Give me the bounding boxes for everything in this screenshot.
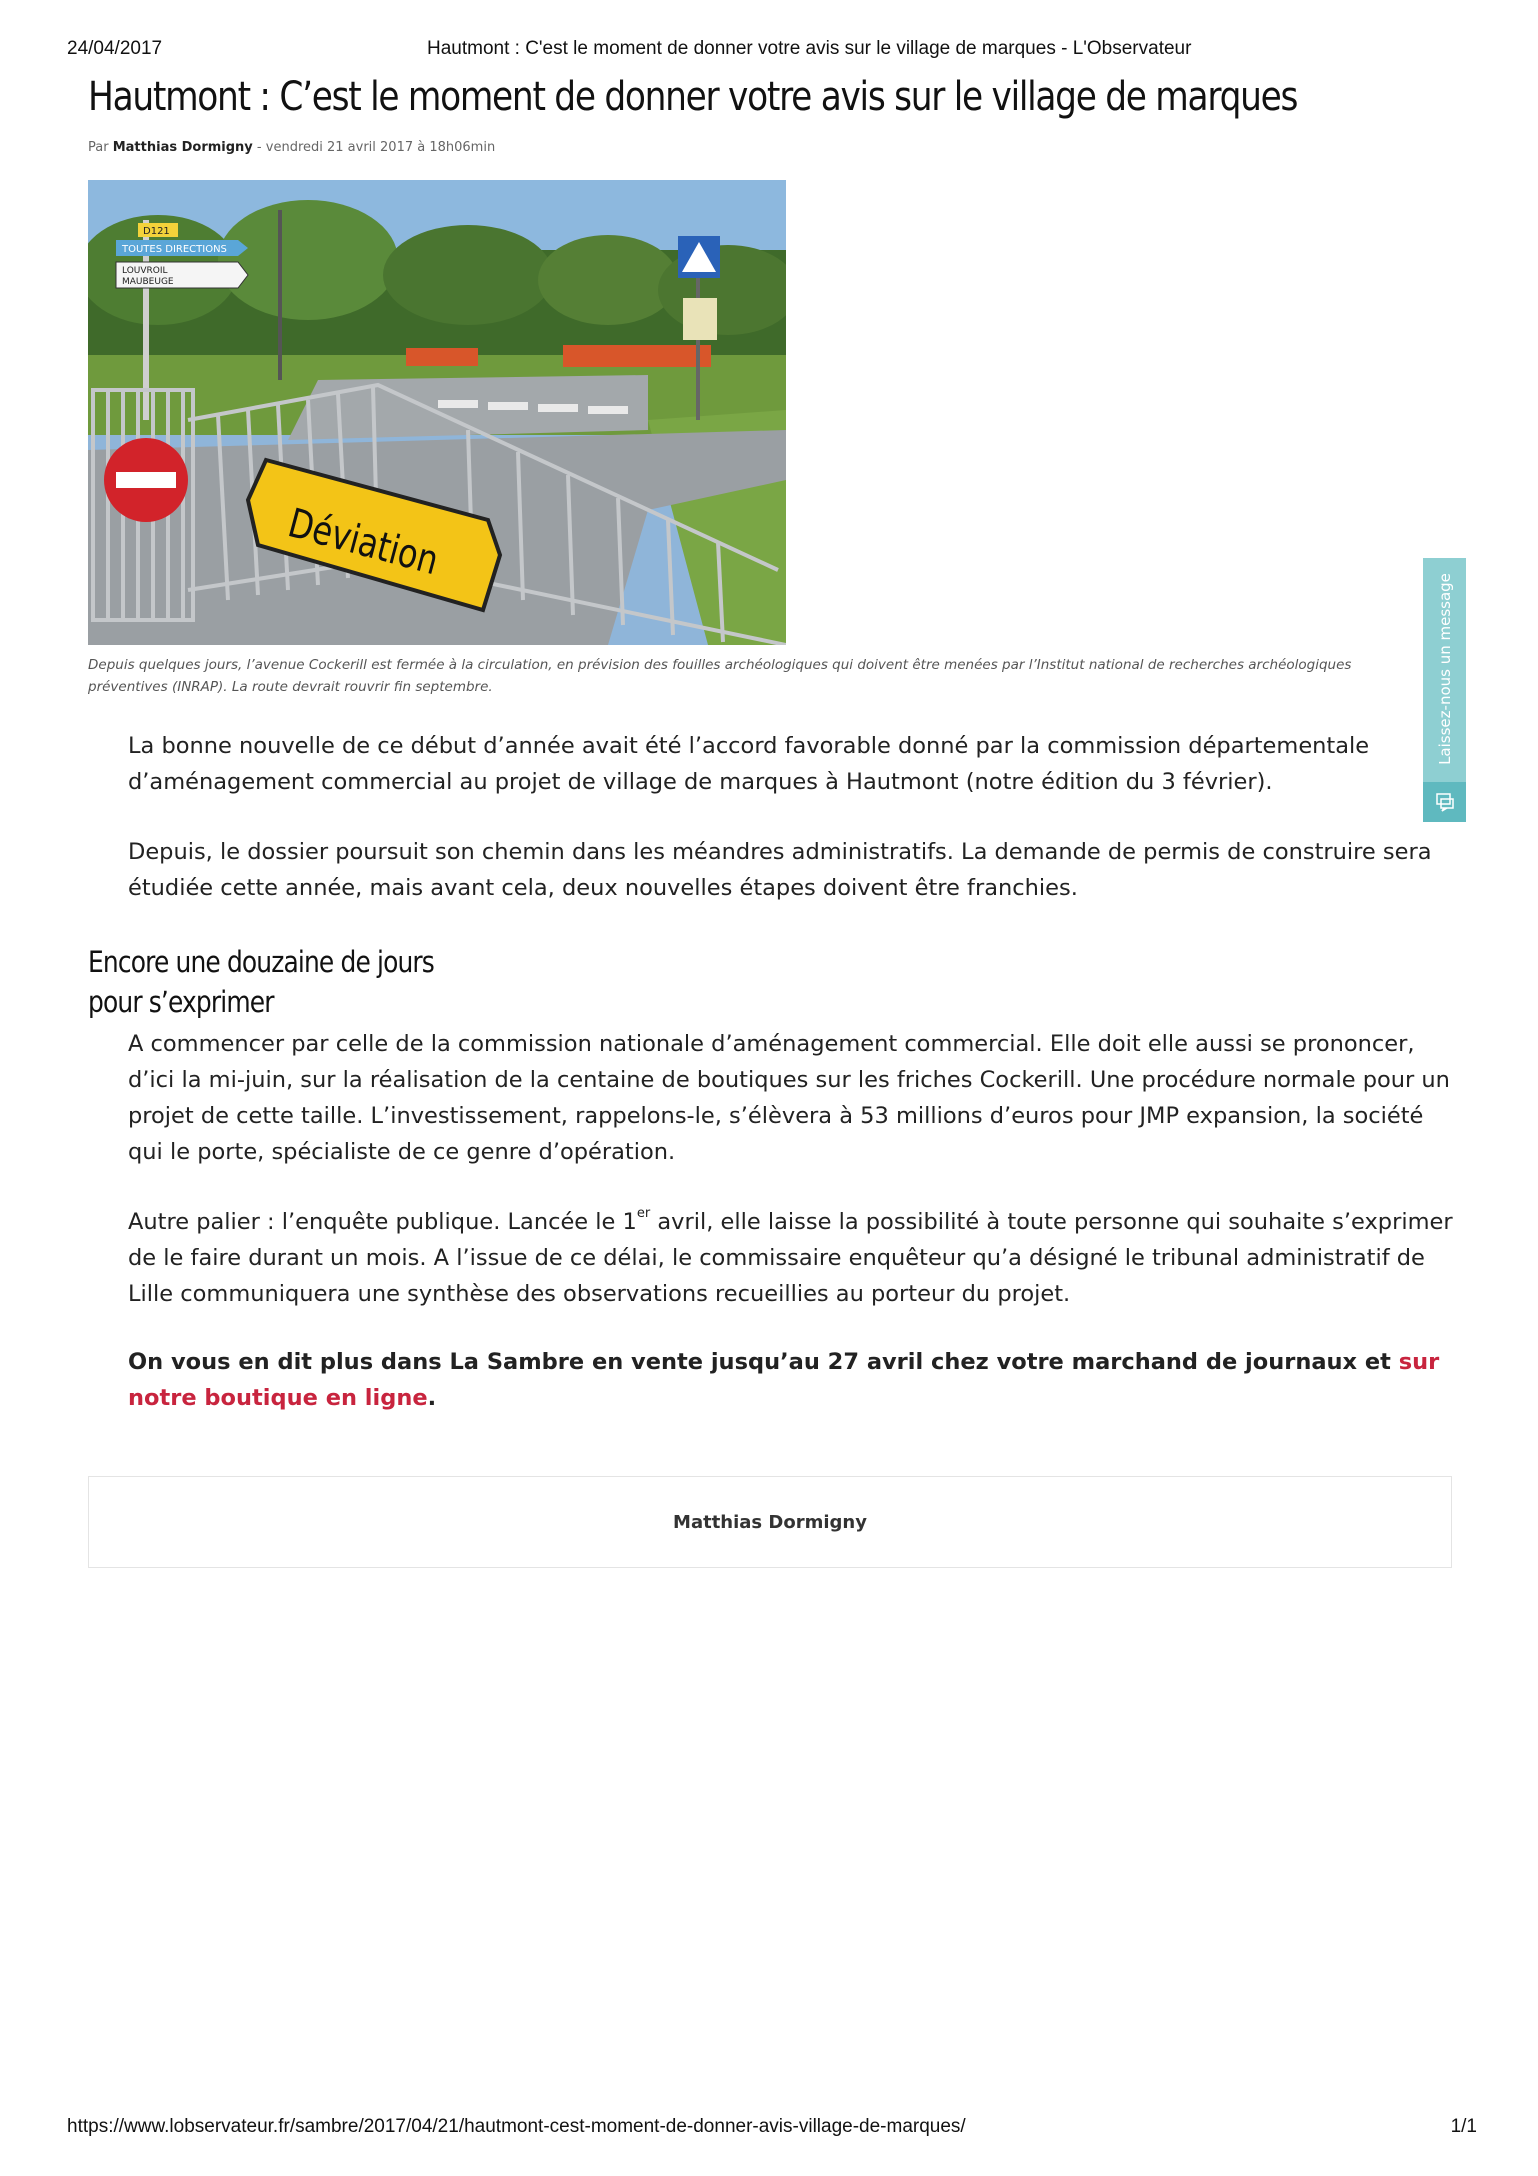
photo-caption: Depuis quelques jours, l’avenue Cockerill est fermée à la circulation, en prévision des fouilles archéologiques qui doivent être menées par l’Institut national de recherches archéologiques préventives (INRAP). La route devrait rouvrir fin septembre. bbox=[88, 657, 1352, 695]
paragraph-3: A commencer par celle de la commission nationale d’aménagement commercial. Elle doit elle aussi se prononcer, d’ici la mi-juin, sur la réalisation de la centaine de boutiques sur les friches Cockerill. Une procédure normale pour un projet de cette taille. L’investissement, rappelons-le, s’élèvera à 53 millions d’euros pour JMP expansion, la société qui le porte, spécialiste de ce genre d’opération. bbox=[128, 1031, 1450, 1165]
paragraph-1: La bonne nouvelle de ce début d’année avait été l’accord favorable donné par la commission départementale d’aménagement commercial au projet de village de marques à Hautmont (notre édition du 3 février). bbox=[128, 733, 1370, 795]
photo-sign-town-2: MAUBEUGE bbox=[122, 277, 174, 287]
photo-sign-road-number: D121 bbox=[143, 226, 170, 237]
byline-prefix: Par bbox=[88, 140, 109, 155]
byline-author-link[interactable]: Matthias Dormigny bbox=[112, 140, 253, 155]
photo-sign-directions: TOUTES DIRECTIONS bbox=[122, 244, 227, 255]
shop-link[interactable]: sur notre boutique en ligne bbox=[128, 1349, 1440, 1411]
print-page-number: 1/1 bbox=[1450, 2116, 1477, 2137]
author-box-name[interactable]: Matthias Dormigny bbox=[673, 1511, 867, 1533]
byline bbox=[88, 140, 495, 155]
promo-end: . bbox=[427, 1385, 437, 1411]
byline-date: vendredi 21 avril 2017 à 18h06min bbox=[265, 140, 496, 155]
promo-text: On vous en dit plus dans La Sambre en vente jusqu’au 27 avril chez votre marchand de journaux et bbox=[128, 1349, 1399, 1375]
paragraph-2: Depuis, le dossier poursuit son chemin dans les méandres administratifs. La demande de permis de construire sera étudiée cette année, mais avant cela, deux nouvelles étapes doivent être franchies. bbox=[128, 839, 1432, 901]
print-footer bbox=[67, 2116, 1477, 2140]
print-date: 24/04/2017 bbox=[67, 38, 163, 59]
paragraph-4-superscript: er bbox=[636, 1206, 651, 1221]
article-photo bbox=[88, 180, 786, 645]
article-title: Hautmont : C’est le moment de donner votre avis sur le village de marques bbox=[88, 74, 1298, 120]
paragraph-4 bbox=[128, 1204, 1458, 1312]
feedback-icon-box[interactable] bbox=[1423, 782, 1466, 822]
promo-paragraph bbox=[128, 1344, 1458, 1416]
print-url: https://www.lobservateur.fr/sambre/2017/04/21/hautmont-cest-moment-de-donner-avis-village-de-marques/ bbox=[67, 2116, 966, 2137]
paragraph-4-start: Autre palier : l’enquête publique. Lancée le 1 bbox=[128, 1209, 637, 1235]
byline-separator: - bbox=[256, 140, 262, 155]
paragraph-4-rest: avril, elle laisse la possibilité à toute personne qui souhaite s’exprimer de le faire durant un mois. A l’issue de ce délai, le commissaire enquêteur qu’a désigné le tribunal administratif de Lille communiquera une synthèse des observations recueillies au porteur du projet. bbox=[128, 1209, 1453, 1307]
author-box bbox=[88, 1476, 1452, 1568]
print-document-title: Hautmont : C'est le moment de donner votre avis sur le village de marques - L'Observateur bbox=[427, 38, 1192, 59]
subheading-line-1: Encore une douzaine de jours bbox=[88, 945, 434, 979]
feedback-tab-label: Laissez-nous un message bbox=[1435, 573, 1454, 765]
chat-bubble-icon bbox=[1434, 791, 1456, 813]
print-header bbox=[67, 38, 1477, 62]
photo-sign-town-1: LOUVROIL bbox=[122, 266, 168, 276]
section-subheading bbox=[88, 942, 434, 1022]
photo-detour-sign: Déviation bbox=[283, 498, 444, 585]
feedback-tab[interactable] bbox=[1423, 558, 1466, 822]
subheading-line-2: pour s’exprimer bbox=[88, 985, 274, 1019]
feedback-tab-label-wrap bbox=[1423, 558, 1466, 780]
